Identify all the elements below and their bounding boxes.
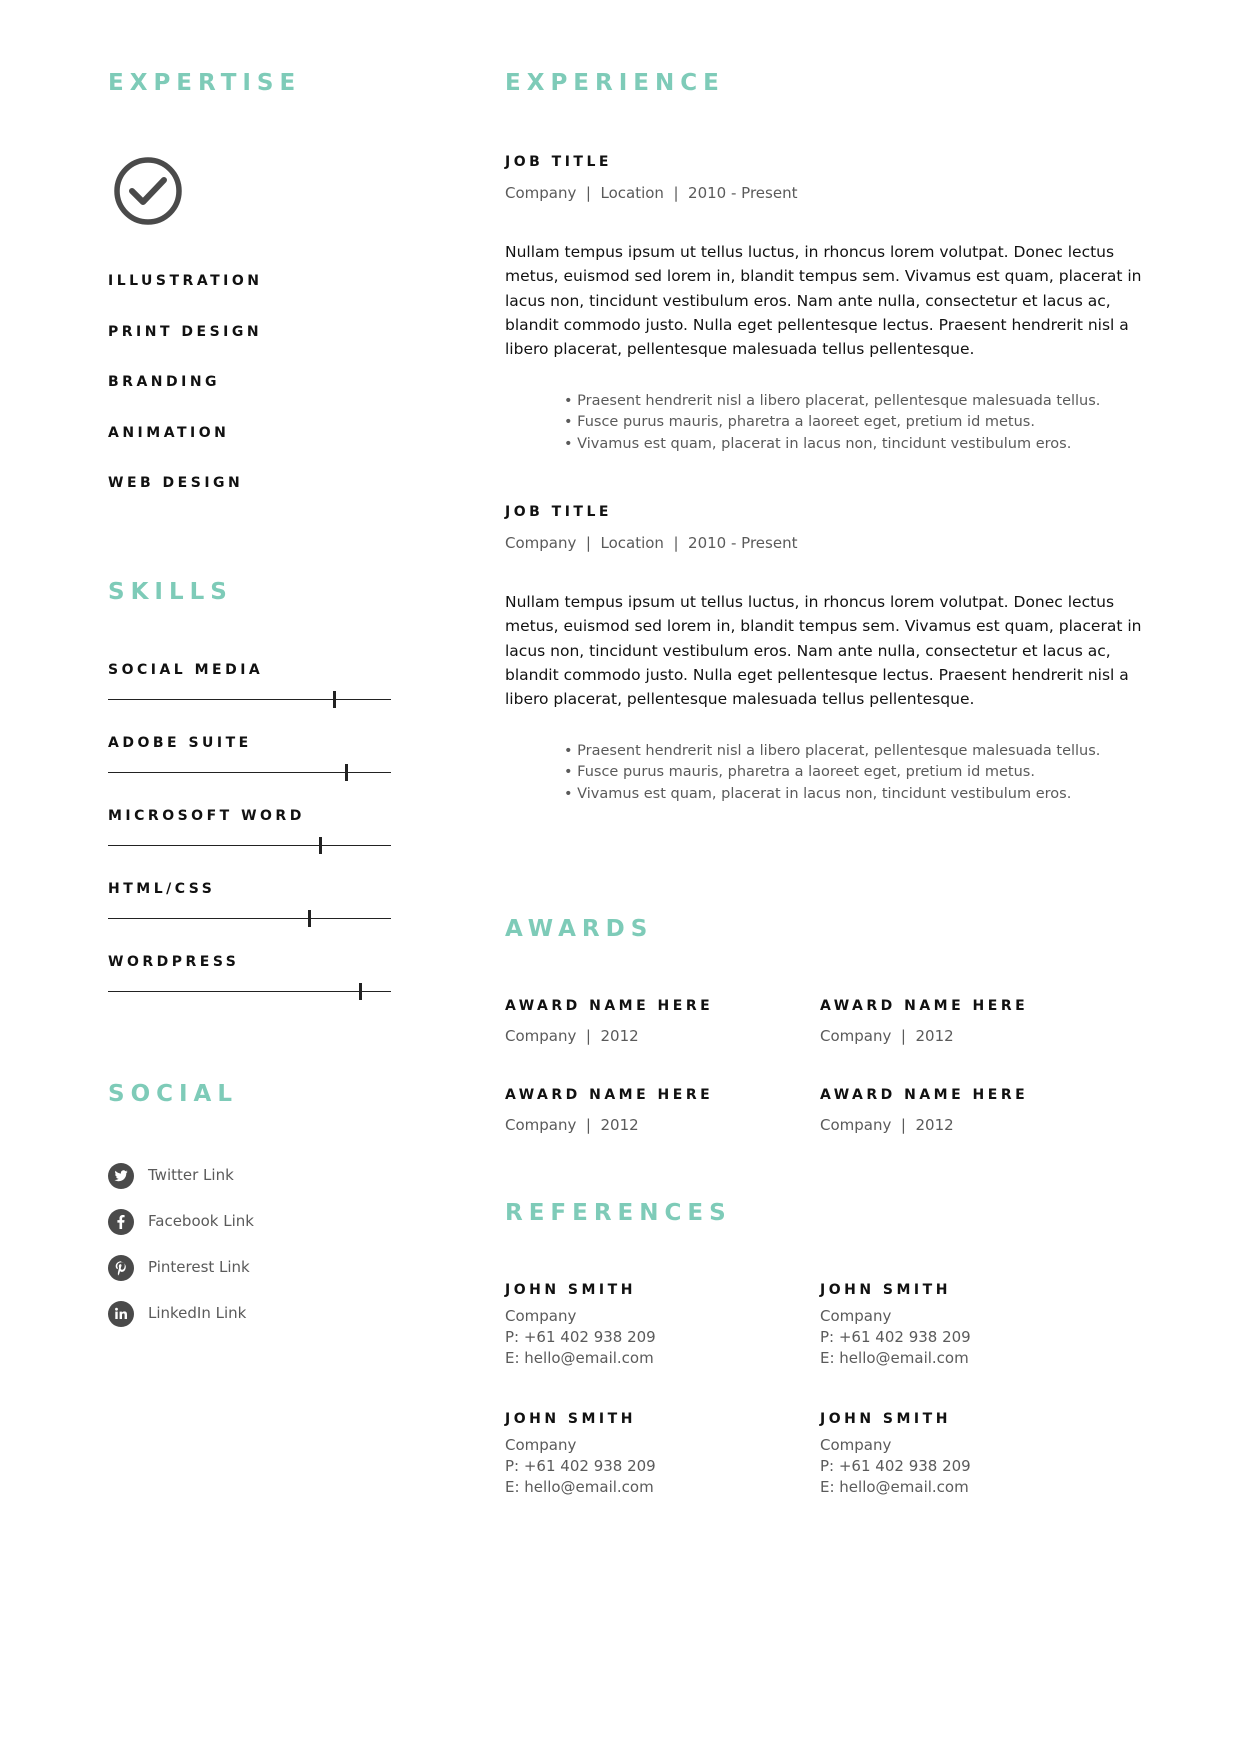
job-title: JOB TITLE bbox=[505, 504, 612, 520]
reference-phone: P: +61 402 938 209 bbox=[820, 1328, 971, 1346]
skill-marker bbox=[345, 764, 348, 781]
skill-bar-adobe-suite bbox=[108, 772, 391, 773]
reference-company: Company bbox=[820, 1307, 892, 1325]
reference-card bbox=[505, 1412, 785, 1498]
social-label-facebook: Facebook Link bbox=[148, 1212, 254, 1230]
reference-phone: P: +61 402 938 209 bbox=[505, 1457, 656, 1475]
social-heading: SOCIAL bbox=[108, 1081, 239, 1107]
skill-label-wordpress: WORDPRESS bbox=[108, 954, 240, 970]
skills-heading: SKILLS bbox=[108, 579, 233, 605]
job-title: JOB TITLE bbox=[505, 154, 612, 170]
awards-heading: AWARDS bbox=[505, 916, 654, 942]
reference-phone: P: +61 402 938 209 bbox=[820, 1457, 971, 1475]
job-bullets bbox=[564, 391, 1100, 455]
job-bullet: • Fusce purus mauris, pharetra a laoreet eget, pretium id metus. bbox=[564, 762, 1100, 783]
skill-label-social-media: SOCIAL MEDIA bbox=[108, 662, 264, 678]
expertise-item-print-design: PRINT DESIGN bbox=[108, 324, 263, 340]
skill-marker bbox=[319, 837, 322, 854]
award-name: AWARD NAME HERE bbox=[820, 1087, 1029, 1103]
job-bullet: • Vivamus est quam, placerat in lacus non, tincidunt vestibulum eros. bbox=[564, 784, 1100, 805]
award-name: AWARD NAME HERE bbox=[505, 1087, 714, 1103]
expertise-item-illustration: ILLUSTRATION bbox=[108, 273, 263, 289]
reference-name: JOHN SMITH bbox=[820, 1411, 951, 1427]
job-bullets bbox=[564, 741, 1100, 805]
skill-bar-social-media bbox=[108, 699, 391, 700]
job-meta: Company | Location | 2010 - Present bbox=[505, 184, 798, 202]
award-meta: Company | 2012 bbox=[505, 1027, 639, 1045]
job-description: Nullam tempus ipsum ut tellus luctus, in rhoncus lorem volutpat. Donec lectus metus, euismod sed lorem in, blandit tempus sem. Vivamus est quam, placerat in lacus non, tincidunt vestibulum eros. Nam ante nulla, consectetur et lacus ac, blandit commodo justo. Nulla eget pellentesque lectus. Praesent hendrerit nisl a libero placerat, pellentesque malesuada tellus pellentesque. bbox=[505, 243, 1142, 359]
award-meta: Company | 2012 bbox=[820, 1116, 954, 1134]
reference-email: E: hello@email.com bbox=[505, 1478, 654, 1496]
job-bullet: • Praesent hendrerit nisl a libero placerat, pellentesque malesuada tellus. bbox=[564, 741, 1100, 762]
skill-label-html-css: HTML/CSS bbox=[108, 881, 216, 897]
social-label-linkedin: LinkedIn Link bbox=[148, 1304, 247, 1322]
reference-card bbox=[505, 1283, 785, 1369]
job-description: Nullam tempus ipsum ut tellus luctus, in rhoncus lorem volutpat. Donec lectus metus, euismod sed lorem in, blandit tempus sem. Vivamus est quam, placerat in lacus non, tincidunt vestibulum eros. Nam ante nulla, consectetur et lacus ac, blandit commodo justo. Nulla eget pellentesque lectus. Praesent hendrerit nisl a libero placerat, pellentesque malesuada tellus pellentesque. bbox=[505, 593, 1142, 709]
job-bullet: • Vivamus est quam, placerat in lacus non, tincidunt vestibulum eros. bbox=[564, 434, 1100, 455]
reference-card bbox=[820, 1412, 1100, 1498]
expertise-heading: EXPERTISE bbox=[108, 70, 302, 96]
expertise-item-animation: ANIMATION bbox=[108, 425, 230, 441]
reference-email: E: hello@email.com bbox=[820, 1349, 969, 1367]
award-meta: Company | 2012 bbox=[820, 1027, 954, 1045]
facebook-icon bbox=[108, 1209, 134, 1235]
reference-email: E: hello@email.com bbox=[505, 1349, 654, 1367]
reference-card bbox=[820, 1283, 1100, 1369]
skill-bar-html-css bbox=[108, 918, 391, 919]
reference-name: JOHN SMITH bbox=[505, 1282, 636, 1298]
pinterest-icon bbox=[108, 1255, 134, 1281]
linkedin-icon bbox=[108, 1301, 134, 1327]
experience-heading: EXPERIENCE bbox=[505, 70, 725, 96]
skill-label-microsoft-word: MICROSOFT WORD bbox=[108, 808, 305, 824]
reference-company: Company bbox=[505, 1307, 577, 1325]
reference-company: Company bbox=[820, 1436, 892, 1454]
check-circle-icon bbox=[112, 155, 184, 227]
reference-name: JOHN SMITH bbox=[820, 1282, 951, 1298]
skill-marker bbox=[308, 910, 311, 927]
social-label-twitter: Twitter Link bbox=[148, 1166, 234, 1184]
reference-phone: P: +61 402 938 209 bbox=[505, 1328, 656, 1346]
social-label-pinterest: Pinterest Link bbox=[148, 1258, 250, 1276]
twitter-icon bbox=[108, 1163, 134, 1189]
expertise-item-web-design: WEB DESIGN bbox=[108, 475, 244, 491]
job-bullet: • Praesent hendrerit nisl a libero placerat, pellentesque malesuada tellus. bbox=[564, 391, 1100, 412]
skill-bar-wordpress bbox=[108, 991, 391, 992]
award-meta: Company | 2012 bbox=[505, 1116, 639, 1134]
job-meta: Company | Location | 2010 - Present bbox=[505, 534, 798, 552]
skill-marker bbox=[359, 983, 362, 1000]
reference-company: Company bbox=[505, 1436, 577, 1454]
skill-label-adobe-suite: ADOBE SUITE bbox=[108, 735, 252, 751]
award-name: AWARD NAME HERE bbox=[505, 998, 714, 1014]
references-heading: REFERENCES bbox=[505, 1200, 732, 1226]
skill-bar-microsoft-word bbox=[108, 845, 391, 846]
expertise-item-branding: BRANDING bbox=[108, 374, 221, 390]
skill-marker bbox=[333, 691, 336, 708]
award-name: AWARD NAME HERE bbox=[820, 998, 1029, 1014]
reference-email: E: hello@email.com bbox=[820, 1478, 969, 1496]
reference-name: JOHN SMITH bbox=[505, 1411, 636, 1427]
job-bullet: • Fusce purus mauris, pharetra a laoreet eget, pretium id metus. bbox=[564, 412, 1100, 433]
